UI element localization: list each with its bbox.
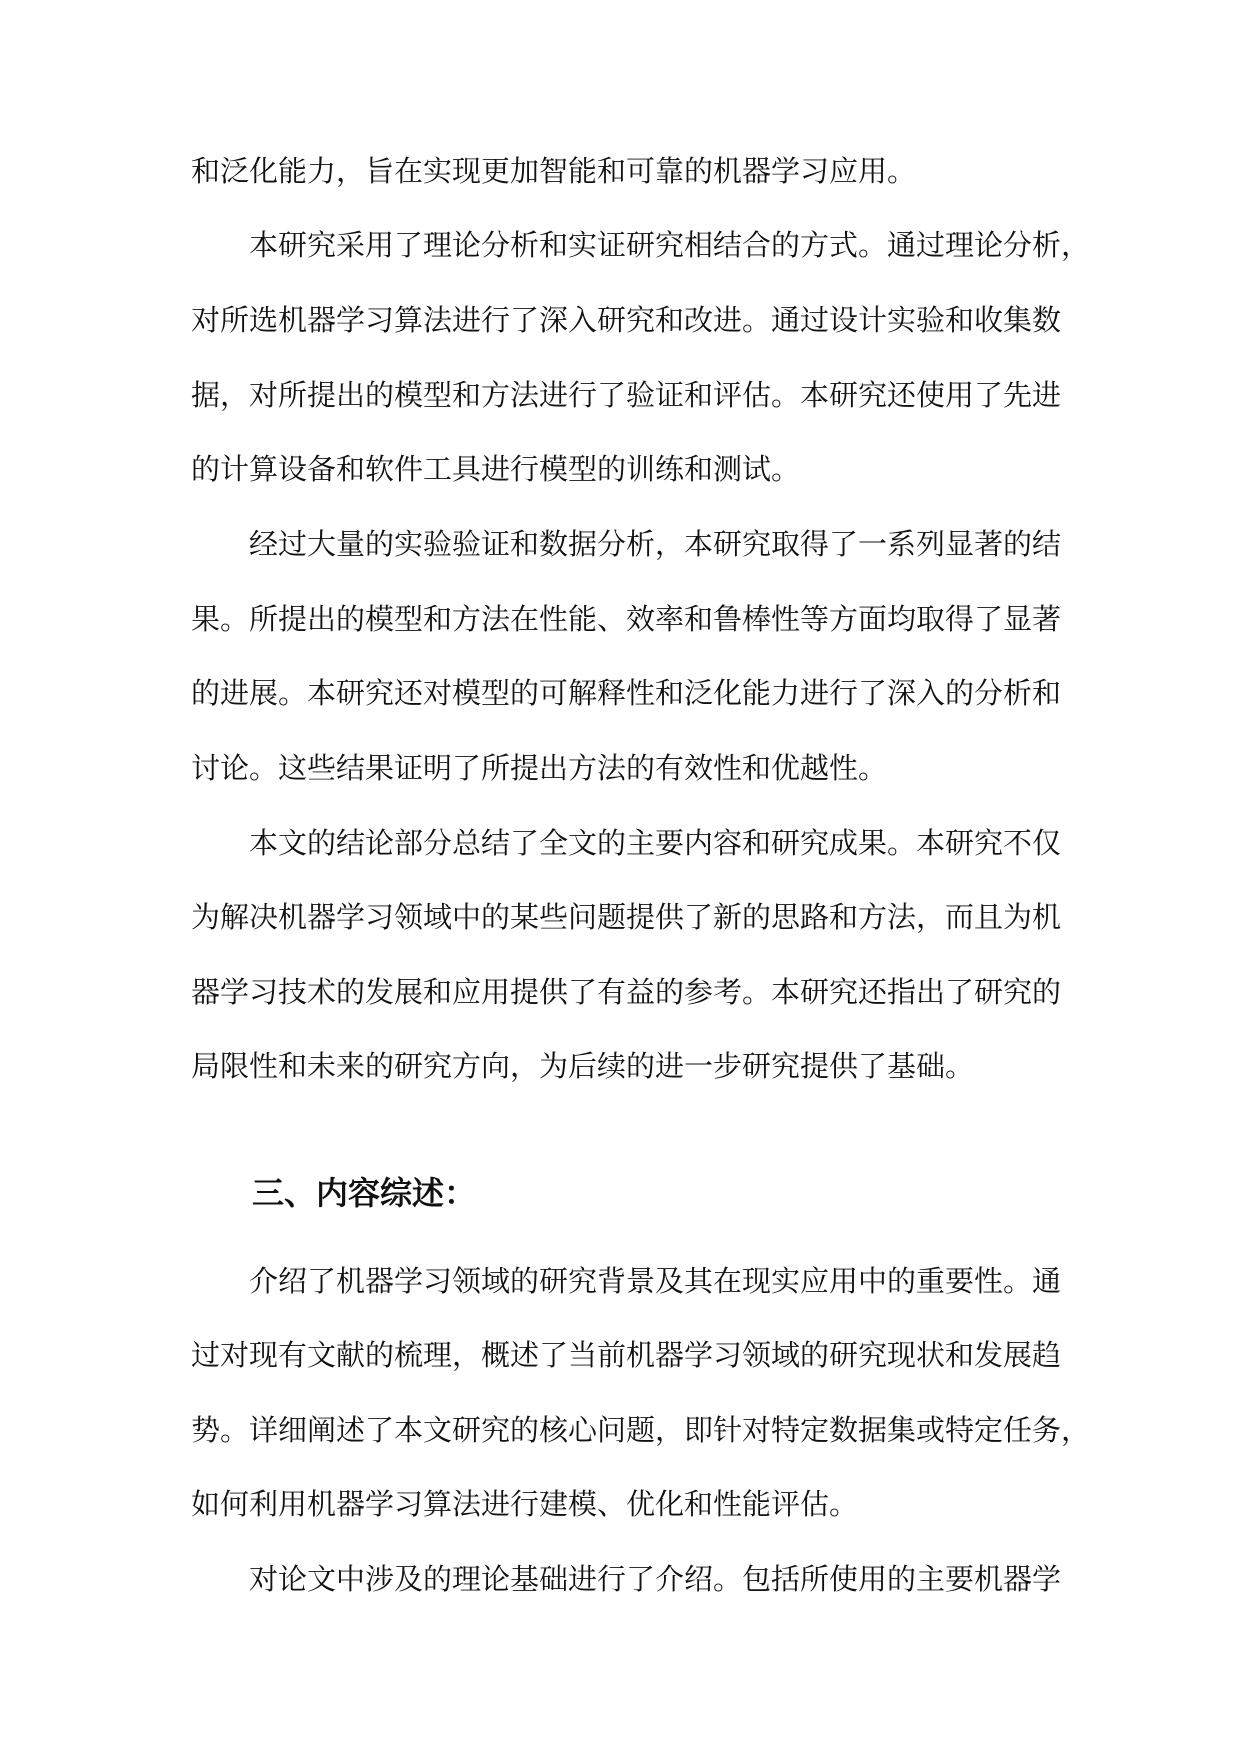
text-line: 介绍了机器学习领域的研究背景及其在现实应用中的重要性。通 [249,1264,1062,1298]
text-line: 对论文中涉及的理论基础进行了介绍。包括所使用的主要机器学 [249,1562,1062,1596]
text-line: 如何利用机器学习算法进行建模、优化和性能评估。 [191,1487,859,1521]
text-line: 本文的结论部分总结了全文的主要内容和研究成果。本研究不仅 [249,826,1062,860]
text-line: 局限性和未来的研究方向，为后续的进一步研究提供了基础。 [191,1049,975,1083]
text-line: 为解决机器学习领域中的某些问题提供了新的思路和方法，而且为机 [191,900,1062,934]
text-line: 势。详细阐述了本文研究的核心问题，即针对特定数据集或特定任务， [191,1413,1091,1447]
text-line: 讨论。这些结果证明了所提出方法的有效性和优越性。 [191,751,888,785]
text-line: 过对现有文献的梳理，概述了当前机器学习领域的研究现状和发展趋 [191,1338,1062,1372]
text-line: 经过大量的实验验证和数据分析，本研究取得了一系列显著的结 [249,527,1062,561]
text-line: 的进展。本研究还对模型的可解释性和泛化能力进行了深入的分析和 [191,676,1062,710]
text-line: 器学习技术的发展和应用提供了有益的参考。本研究还指出了研究的 [191,975,1062,1009]
text-line: 和泛化能力，旨在实现更加智能和可靠的机器学习应用。 [191,154,917,188]
section-heading: 三、内容综述： [252,1174,477,1212]
text-line: 对所选机器学习算法进行了深入研究和改进。通过设计实验和收集数 [191,303,1062,337]
text-line: 据，对所提出的模型和方法进行了验证和评估。本研究还使用了先进 [191,378,1062,412]
text-line: 本研究采用了理论分析和实证研究相结合的方式。通过理论分析， [249,228,1091,262]
text-line: 果。所提出的模型和方法在性能、效率和鲁棒性等方面均取得了显著 [191,602,1062,636]
text-line: 的计算设备和软件工具进行模型的训练和测试。 [191,452,801,486]
